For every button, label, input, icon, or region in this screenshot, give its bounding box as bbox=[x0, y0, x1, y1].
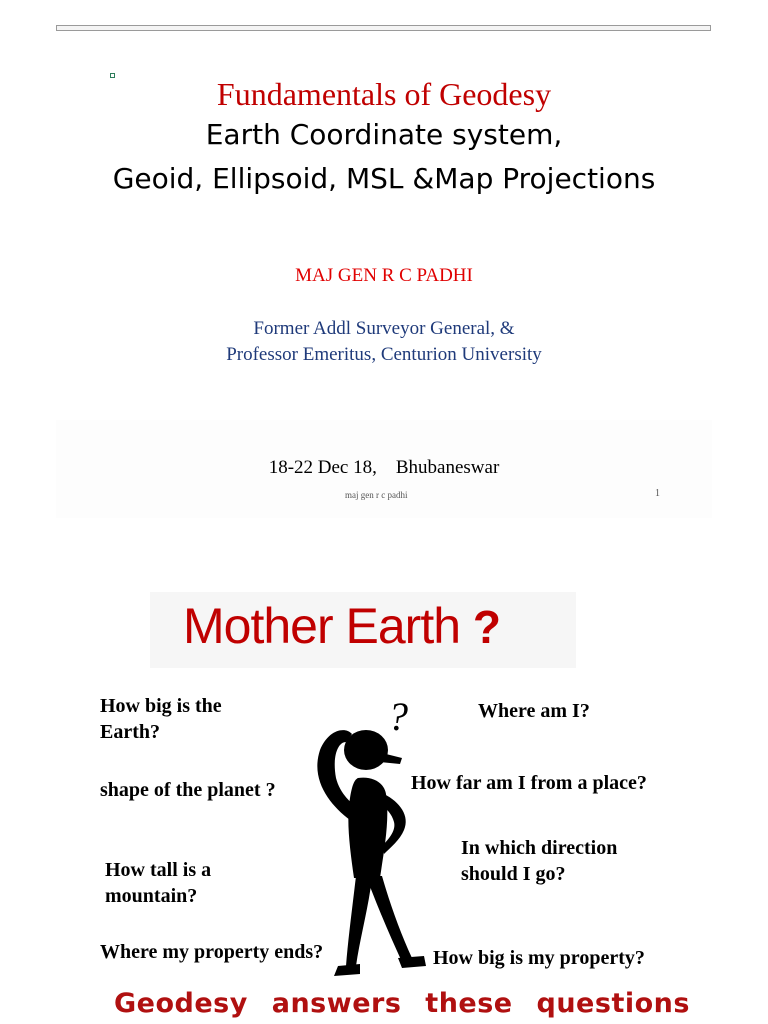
thinking-question-mark: ? bbox=[388, 694, 408, 739]
affiliation-line2: Professor Emeritus, Centurion University bbox=[226, 344, 542, 365]
body-shape bbox=[348, 778, 387, 878]
question-line: In which direction bbox=[461, 837, 618, 859]
left-leg-shape bbox=[346, 876, 372, 966]
question-where-am-i: Where am I? bbox=[478, 700, 590, 722]
question-planet-shape: shape of the planet ? bbox=[100, 779, 276, 801]
question-mountain-height bbox=[105, 857, 211, 909]
slide-subtitle-line2: Geoid, Ellipsoid, MSL &Map Projections bbox=[112, 162, 656, 195]
slide-subtitle-line1: Earth Coordinate system, bbox=[205, 118, 563, 151]
page-number: 1 bbox=[655, 488, 660, 499]
question-property-end: Where my property ends? bbox=[100, 941, 324, 963]
affiliation-line1: Former Addl Surveyor General, & bbox=[253, 318, 515, 339]
slide2-title bbox=[183, 597, 500, 655]
slide2-title-question-mark: ? bbox=[472, 601, 501, 653]
head-shape bbox=[344, 730, 388, 770]
question-line: Earth? bbox=[100, 721, 160, 743]
question-property-size: How big is my property? bbox=[433, 947, 645, 969]
question-earth-size bbox=[100, 693, 222, 745]
date-place: 18-22 Dec 18, Bhubaneswar bbox=[268, 457, 500, 478]
question-line: How big is the bbox=[100, 695, 222, 717]
question-line: How tall is a bbox=[105, 859, 212, 881]
question-line: should I go? bbox=[461, 863, 566, 885]
left-foot-shape bbox=[334, 964, 360, 976]
right-foot-shape bbox=[398, 956, 426, 968]
question-distance: How far am I from a place? bbox=[411, 772, 647, 794]
geodesy-banner: Geodesy answers these questions bbox=[114, 988, 690, 1019]
slide2-title-text: Mother Earth bbox=[183, 598, 461, 654]
thinking-person-figure bbox=[300, 690, 450, 990]
slide-title: Fundamentals of Geodesy bbox=[216, 76, 552, 112]
author-name: MAJ GEN R C PADHI bbox=[295, 265, 473, 286]
question-line: mountain? bbox=[105, 885, 198, 907]
question-direction bbox=[461, 835, 617, 887]
right-leg-shape bbox=[366, 876, 412, 962]
footer-text: maj gen r c padhi bbox=[345, 490, 408, 500]
top-divider bbox=[56, 25, 711, 31]
